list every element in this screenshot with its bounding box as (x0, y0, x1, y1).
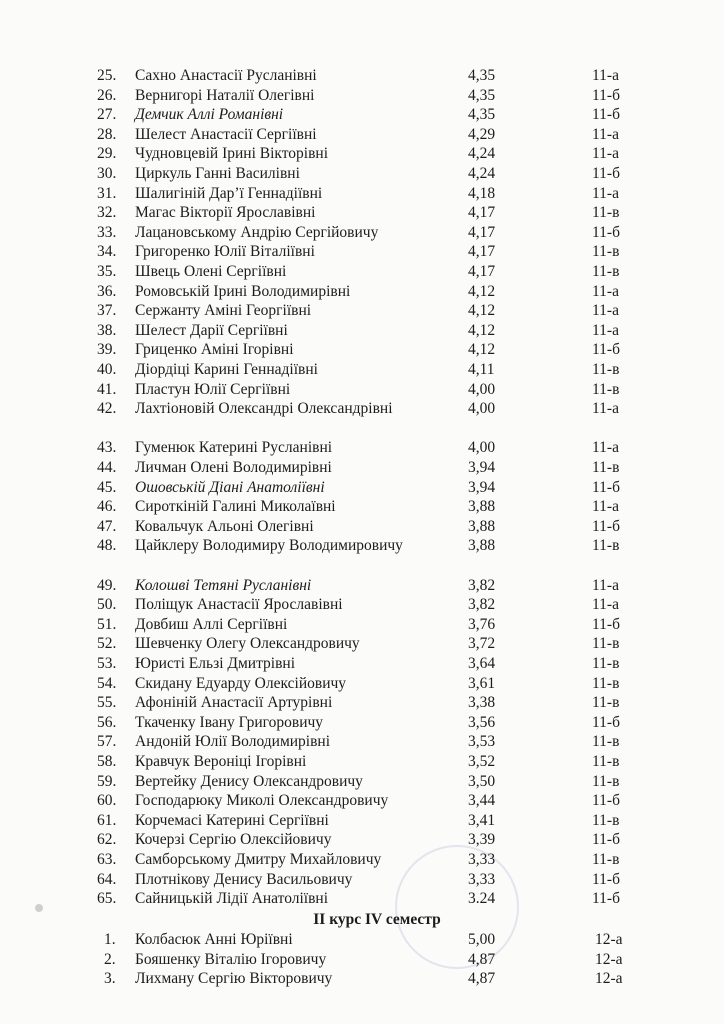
row-number: 48. (97, 537, 117, 555)
row-number: 1. (104, 931, 116, 948)
grade-average: 4,17 (468, 263, 496, 280)
grade-average: 4,35 (468, 86, 496, 104)
list-row (0, 321, 724, 341)
grade-average: 3,82 (468, 596, 496, 614)
student-name: Лихману Сергію Вікторовичу (135, 970, 333, 988)
row-number: 50. (97, 596, 117, 614)
group-code: 11-а (592, 498, 619, 516)
list-row (0, 595, 724, 615)
grade-average: 4,87 (468, 950, 496, 968)
list-row (0, 478, 724, 498)
student-name: Сержанту Аміні Георгіївні (135, 302, 312, 320)
student-name: Афоніній Анастасії Артурівні (135, 694, 333, 712)
student-name: Магас Вікторії Ярославівні (135, 204, 316, 222)
grade-average: 4,29 (468, 125, 496, 143)
group-code: 11-в (592, 655, 620, 672)
grade-average: 5,00 (468, 931, 496, 948)
grade-average: 3,41 (468, 811, 496, 829)
student-name: Гриценко Аміні Ігорівні (135, 341, 294, 359)
grade-average: 3,88 (468, 517, 496, 535)
student-name: Самборському Дмитру Михайловичу (135, 851, 382, 868)
grade-average: 4,17 (468, 223, 496, 241)
section-heading: ІІ курс ІV семестр (313, 911, 441, 928)
group-code: 11-а (592, 184, 619, 202)
group-code: 11-а (592, 145, 619, 163)
student-name: Ковальчук Альоні Олегівні (135, 517, 314, 535)
group-code: 11-в (592, 204, 620, 222)
group-code: 11-б (592, 223, 620, 241)
student-name: Вертейку Денису Олександровичу (135, 772, 363, 790)
grade-average: 3,94 (468, 459, 496, 476)
grade-average: 4,35 (468, 106, 496, 124)
row-number: 37. (97, 302, 117, 320)
group-code: 11-в (592, 753, 620, 770)
list-row (0, 791, 724, 811)
group-code: 11-б (592, 792, 620, 810)
group-code: 11-б (592, 106, 620, 124)
group-code: 11-б (592, 870, 620, 888)
group-code: 11-б (592, 165, 620, 182)
student-name: Демчик Аллі Романівні (135, 106, 284, 124)
list-row (0, 66, 724, 86)
group-code: 11-б (592, 831, 620, 849)
grade-average: 3,64 (468, 655, 496, 672)
group-code: 11-а (592, 282, 619, 300)
row-number: 65. (97, 890, 117, 908)
list-row (0, 850, 724, 870)
grade-average: 3,94 (468, 478, 496, 496)
grade-average: 4,12 (468, 341, 496, 359)
row-number: 40. (97, 361, 117, 378)
grade-average: 4,24 (468, 165, 496, 182)
row-number: 58. (97, 753, 117, 770)
list-row (0, 634, 724, 654)
group-code: 12-а (595, 950, 623, 968)
row-number: 35. (97, 263, 117, 280)
list-row (0, 262, 724, 282)
list-row (0, 125, 724, 145)
grade-average: 4,12 (468, 302, 496, 320)
student-name: Ошовській Діані Анатоліївні (135, 478, 325, 496)
group-code: 11-в (592, 694, 620, 712)
grade-average: 4,00 (468, 439, 496, 457)
grade-average: 4,17 (468, 243, 496, 261)
group-code: 11-в (592, 851, 620, 868)
row-number: 32. (97, 204, 117, 222)
group-code: 12-а (595, 931, 623, 948)
student-name: Колбасюк Анні Юріївні (135, 931, 293, 948)
list-row (0, 615, 724, 635)
list-row (0, 713, 724, 733)
grade-average: 4,24 (468, 145, 496, 163)
grade-average: 3,61 (468, 674, 496, 692)
grade-average: 4,12 (468, 321, 496, 339)
grade-average: 3,38 (468, 694, 496, 712)
grade-average: 3,76 (468, 615, 496, 633)
group-code: 11-в (592, 263, 620, 280)
row-number: 60. (97, 792, 117, 810)
list-row (0, 870, 724, 890)
row-number: 43. (97, 439, 117, 457)
list-row (0, 105, 724, 125)
group-code: 11-б (592, 713, 620, 731)
row-number: 56. (97, 713, 117, 731)
list-row (0, 654, 724, 674)
student-name: Скидану Едуарду Олексійовичу (135, 674, 347, 692)
row-number: 28. (97, 125, 117, 143)
grade-average: 4,35 (468, 67, 496, 84)
student-name: Лацановському Андрію Сергійовичу (135, 223, 379, 241)
student-name: Личман Олені Володимирівні (135, 459, 332, 476)
group-code: 11-в (592, 361, 620, 378)
list-row (0, 340, 724, 360)
list-row (0, 969, 724, 989)
row-number: 47. (97, 517, 117, 535)
student-name: Цайклеру Володимиру Володимировичу (135, 537, 403, 555)
group-code: 11-а (592, 400, 619, 418)
row-number: 3. (104, 970, 116, 988)
group-code: 11-в (592, 459, 620, 476)
row-number: 52. (97, 635, 117, 653)
grade-average: 4,12 (468, 282, 496, 300)
row-number: 45. (97, 478, 117, 496)
student-name: Григоренко Юлії Віталіївні (135, 243, 315, 261)
row-number: 44. (97, 459, 117, 476)
row-number: 31. (97, 184, 117, 202)
grade-average: 3,39 (468, 831, 496, 849)
grade-average: 4,17 (468, 204, 496, 222)
row-number: 63. (97, 851, 117, 868)
list-row (0, 380, 724, 400)
list-row (0, 86, 724, 106)
list-row (0, 950, 724, 970)
group-code: 11-в (592, 772, 620, 790)
student-name: Кочерзі Сергію Олексійовичу (135, 831, 332, 849)
group-code: 11-в (592, 243, 620, 261)
list-row (0, 576, 724, 596)
grade-average: 3,33 (468, 870, 496, 888)
grade-average: 3,88 (468, 537, 496, 555)
grade-average: 3,72 (468, 635, 496, 653)
group-code: 11-в (592, 733, 620, 751)
list-row (0, 438, 724, 458)
student-name: Ткаченку Івану Григоровичу (135, 713, 324, 731)
row-number: 33. (97, 223, 117, 241)
list-row (0, 497, 724, 517)
group-code: 11-в (592, 811, 620, 829)
student-name: Юристі Ельзі Дмитрівні (135, 655, 296, 672)
grade-average: 3,50 (468, 772, 496, 790)
student-name: Плотнікову Денису Васильовичу (135, 870, 353, 888)
list-row (0, 517, 724, 537)
list-row (0, 674, 724, 694)
row-number: 36. (97, 282, 117, 300)
row-number: 49. (97, 576, 117, 594)
group-code: 11-б (592, 478, 620, 496)
group-code: 11-б (592, 615, 620, 633)
group-code: 11-в (592, 537, 620, 555)
row-number: 62. (97, 831, 117, 849)
list-row (0, 458, 724, 478)
list-row (0, 301, 724, 321)
grade-average: 4,11 (468, 361, 495, 378)
list-row (0, 830, 724, 850)
list-row (0, 930, 724, 950)
list-row (0, 360, 724, 380)
list-row (0, 732, 724, 752)
list-row (0, 772, 724, 792)
list-row (0, 282, 724, 302)
student-name: Сахно Анастасії Русланівні (135, 67, 317, 84)
grade-average: 4,00 (468, 400, 496, 418)
group-code: 11-а (592, 596, 619, 614)
grade-average: 4,18 (468, 184, 496, 202)
student-name: Шелест Анастасії Сергіївні (135, 125, 317, 143)
student-name: Лахтіоновій Олександрі Олександрівні (135, 400, 393, 418)
row-number: 46. (97, 498, 117, 516)
list-row (0, 223, 724, 243)
row-number: 41. (97, 380, 117, 398)
list-row (0, 399, 724, 438)
group-code: 11-б (592, 341, 620, 359)
student-name: Гуменюк Катерині Русланівні (135, 439, 333, 457)
group-code: 11-а (592, 576, 619, 594)
group-code: 11-б (592, 517, 620, 535)
student-name: Діордіці Карині Геннадіївні (135, 361, 318, 378)
group-code: 11-б (592, 86, 620, 104)
student-name: Шелест Дарії Сергіївні (135, 321, 288, 339)
row-number: 30. (97, 165, 117, 182)
grade-average: 4,00 (468, 380, 496, 398)
student-name: Андоній Юлії Володимирівні (135, 733, 331, 751)
row-number: 25. (97, 67, 117, 84)
row-number: 59. (97, 772, 117, 790)
list-row (0, 889, 724, 909)
student-name: Бояшенку Віталію Ігоровичу (135, 950, 327, 968)
grade-average: 3,56 (468, 713, 496, 731)
row-number: 2. (104, 950, 116, 968)
group-code: 11-в (592, 674, 620, 692)
row-number: 27. (97, 106, 117, 124)
group-code: 11-а (592, 125, 619, 143)
row-number: 34. (97, 243, 117, 261)
row-number: 29. (97, 145, 117, 163)
student-name: Корчемасі Катерині Сергіївні (135, 811, 329, 829)
list-row (0, 164, 724, 184)
grade-average: 3,33 (468, 851, 496, 868)
student-name: Ромовській Ірині Володимирівні (135, 282, 351, 300)
row-number: 51. (97, 615, 117, 633)
row-number: 57. (97, 733, 117, 751)
student-name: Господарюку Миколі Олександровичу (135, 792, 389, 810)
list-row (0, 144, 724, 164)
group-code: 11-в (592, 380, 620, 398)
grade-average: 3.24 (468, 890, 496, 908)
row-number: 26. (97, 86, 117, 104)
group-code: 11-а (592, 67, 619, 84)
student-name: Колошві Тетяні Русланівні (135, 576, 312, 594)
student-name: Циркуль Ганні Василівні (135, 165, 300, 182)
row-number: 38. (97, 321, 117, 339)
row-number: 55. (97, 694, 117, 712)
student-name: Пластун Юлії Сергіївні (135, 380, 291, 398)
list-row (0, 536, 724, 575)
student-name: Шевченку Олегу Олександровичу (135, 635, 360, 653)
row-number: 64. (97, 870, 117, 888)
student-name: Довбиш Аллі Сергіївні (135, 615, 288, 633)
group-code: 11-в (592, 635, 620, 653)
grade-average: 3,82 (468, 576, 496, 594)
row-number: 53. (97, 655, 117, 672)
grade-average: 3,88 (468, 498, 496, 516)
row-number: 54. (97, 674, 117, 692)
list-row (0, 752, 724, 772)
student-name: Шалигіній Дар’ї Геннадіївні (135, 184, 323, 202)
group-code: 11-а (592, 439, 619, 457)
list-row (0, 203, 724, 223)
row-number: 39. (97, 341, 117, 359)
grade-average: 3,44 (468, 792, 496, 810)
row-number: 61. (97, 811, 117, 829)
student-name: Сайницькій Лідії Анатоліївні (135, 890, 329, 908)
grade-average: 3,53 (468, 733, 496, 751)
list-row (0, 184, 724, 204)
student-name: Поліщук Анастасії Ярославівні (135, 596, 343, 614)
group-code: 11-а (592, 302, 619, 320)
group-code: 11-а (592, 321, 619, 339)
list-row (0, 242, 724, 262)
student-name: Вернигорі Наталії Олегівні (135, 86, 315, 104)
list-row (0, 693, 724, 713)
student-name: Сироткіній Галині Миколаївні (135, 498, 336, 516)
grade-average: 3,52 (468, 753, 496, 770)
row-number: 42. (97, 400, 117, 418)
group-code: 12-а (595, 970, 623, 988)
student-name: Швець Олені Сергіївні (135, 263, 287, 280)
list-row (0, 811, 724, 831)
grade-average: 4,87 (468, 970, 496, 988)
group-code: 11-б (592, 890, 620, 908)
student-name: Кравчук Вероніці Ігорівні (135, 753, 307, 770)
student-name: Чудновцевій Ірині Вікторівні (135, 145, 329, 163)
